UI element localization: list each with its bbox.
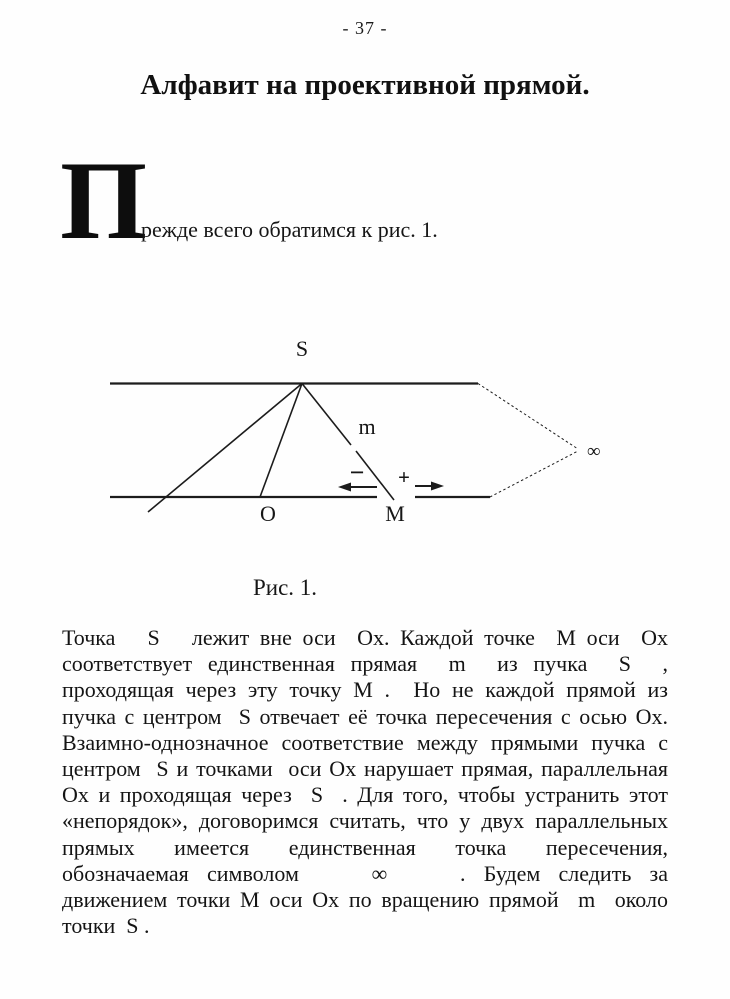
- body-line: прямых имеется единственная точка пересечения,: [62, 834, 668, 860]
- page-number: - 37 -: [342, 18, 388, 38]
- figure-1-canvas: [60, 330, 680, 545]
- body-line: центром S и точками оси Ох нарушает прямая, параллельная: [62, 756, 668, 782]
- dotted-line-lower: [490, 451, 578, 497]
- label-s: S: [295, 336, 309, 361]
- body-line: проходящая через эту точку М . Но не каждой прямой из: [62, 677, 668, 703]
- intro-text: режде всего обратимся к рис. 1.: [141, 217, 438, 242]
- page-title: Алфавит на проективной прямой.: [140, 69, 590, 101]
- figure-caption: Рис. 1.: [253, 575, 318, 600]
- label-m-line: m: [358, 414, 376, 439]
- body-line: Взаимно-однозначное соответствие между прямыми пучка с: [62, 729, 668, 755]
- dropcap-letter: П: [60, 139, 148, 263]
- body-line: обозначаемая символом ∞ . Будем следить за: [62, 860, 668, 886]
- body-line: точки S .: [62, 913, 150, 939]
- body-line: пучка с центром S отвечает её точка пересечения с осью Ох.: [62, 703, 668, 729]
- body-line: соответствует единственная прямая m из пучка S ,: [62, 651, 668, 677]
- minus-sign: −: [349, 458, 365, 487]
- label-o: O: [260, 501, 276, 526]
- plus-sign: +: [398, 465, 410, 489]
- dotted-line-upper: [478, 384, 578, 450]
- body-line: Ох и проходящая через S . Для того, чтобы устранить этот: [62, 782, 668, 808]
- label-infinity: ∞: [587, 441, 601, 462]
- body-line: «непорядок», договоримся считать, что у двух параллельных: [62, 808, 668, 834]
- label-m-point: М: [385, 501, 405, 526]
- ray-m-upper-segment: [302, 384, 351, 446]
- body-line: движением точки М оси Ох по вращению прямой m около: [62, 887, 668, 913]
- right-arrow-head-icon: [431, 482, 444, 491]
- body-paragraph: [62, 625, 668, 939]
- figure-1: [60, 330, 680, 545]
- body-line: Точка S лежит вне оси Ох. Каждой точке М оси Ох: [62, 625, 668, 650]
